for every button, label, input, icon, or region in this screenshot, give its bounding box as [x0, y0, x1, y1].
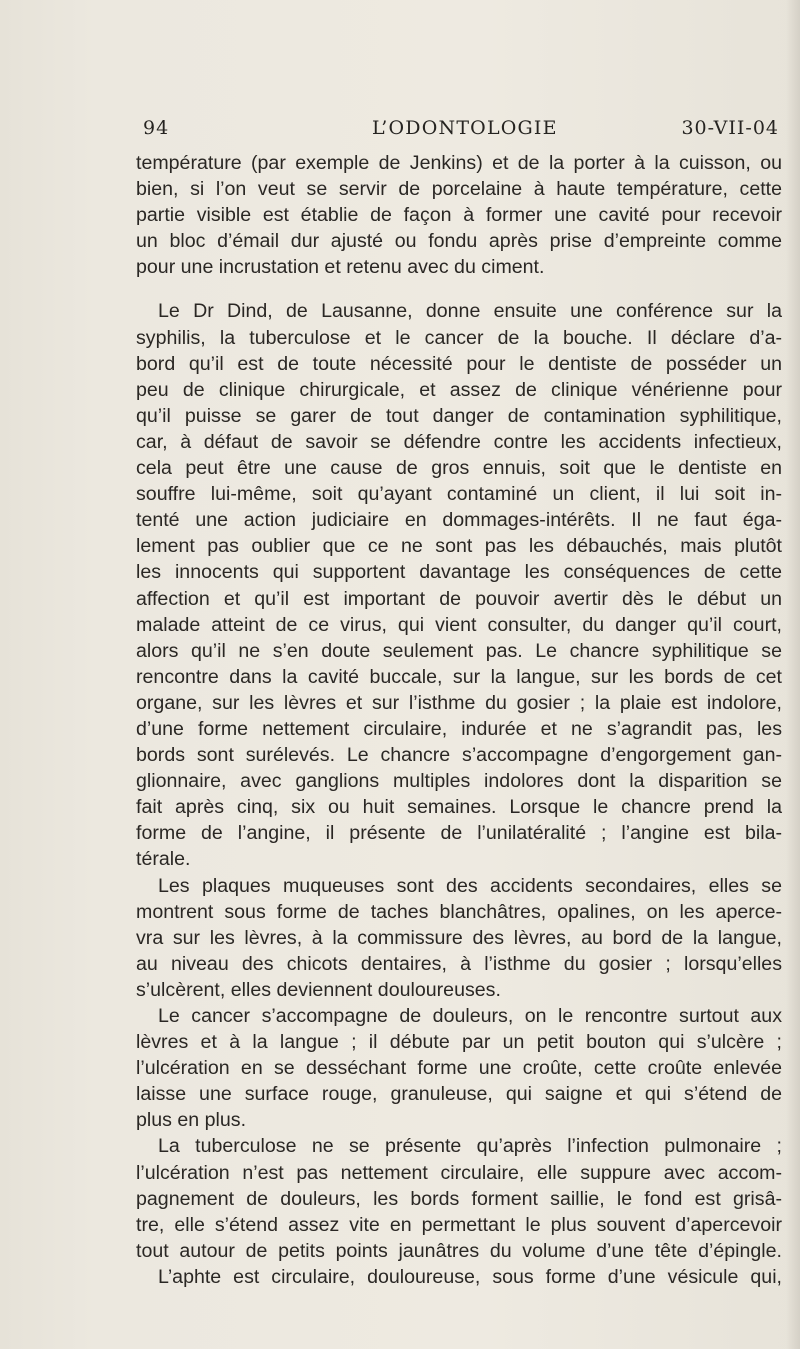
text-line: L’aphte est circulaire, douloureuse, sous forme d’une vésicule qui, [158, 1265, 782, 1288]
text-line: plus en plus. [136, 1109, 247, 1132]
paragraph [136, 1133, 782, 1263]
text-line: pagnement de douleurs, les bords forment saillie, le fond est grisâ- [136, 1187, 782, 1210]
text-line: car, à défaut de savoir se défendre contre les accidents infectieux, [136, 430, 782, 453]
text-line: forme de l’angine, il présente de l’unilatéralité ; l’angine est bila- [136, 822, 782, 845]
text-line: Les plaques muqueuses sont des accidents secondaires, elles se [158, 874, 782, 897]
page-number: 94 [143, 117, 170, 139]
text-line: d’une forme nettement circulaire, indurée et ne s’agrandit pas, les [136, 717, 782, 740]
text-line: souffre lui-même, soit qu’ayant contaminé un client, il lui soit in- [136, 483, 782, 506]
text-line: lèvres et à la langue ; il débute par un petit bouton qui s’ulcère ; [136, 1031, 782, 1054]
text-line: tout autour de petits points jaunâtres du volume d’une tête d’épingle. [136, 1239, 782, 1262]
text-line: glionnaire, avec ganglions multiples indolores dont la disparition se [136, 770, 782, 793]
journal-title: L’ODONTOLOGIE [372, 117, 558, 139]
paragraph [136, 1264, 782, 1290]
running-header [140, 114, 780, 142]
text-line: pour une incrustation et retenu avec du ciment. [136, 256, 545, 279]
text-line: au niveau des chicots dentaires, à l’isthme du gosier ; lorsqu’elles [136, 952, 782, 975]
text-line: cela peut être une cause de gros ennuis, soit que le dentiste en [136, 457, 782, 480]
text-line: Le Dr Dind, de Lausanne, donne ensuite une conférence sur la [158, 300, 782, 323]
text-line: syphilis, la tuberculose et le cancer de la bouche. Il déclare d’a- [136, 326, 782, 349]
text-line: alors qu’il ne s’en doute seulement pas. Le chancre syphilitique se [136, 639, 782, 662]
body-text [136, 150, 782, 1290]
text-line: Le cancer s’accompagne de douleurs, on le rencontre surtout aux [158, 1005, 782, 1027]
paragraph [136, 873, 782, 1003]
paragraph [136, 1003, 782, 1133]
text-line: l’ulcération n’est pas nettement circulaire, elle suppure avec accom- [136, 1161, 782, 1184]
text-line: affection et qu’il est important de pouvoir avertir dès le début un [136, 587, 782, 610]
text-line: bords sont surélevés. Le chancre s’accompagne d’engorgement gan- [136, 744, 782, 767]
text-line: organe, sur les lèvres et sur l’isthme du gosier ; la plaie est indolore, [136, 691, 782, 714]
text-line: un bloc d’émail dur ajusté ou fondu après prise d’empreinte comme [136, 230, 782, 253]
text-line: partie visible est établie de façon à former une cavité pour recevoir [136, 204, 782, 227]
text-line: les innocents qui supportent davantage les conséquences de cette [136, 561, 782, 584]
text-line: laisse une surface rouge, granuleuse, qui saigne et qui s’étend de [136, 1083, 782, 1106]
text-line: La tuberculose ne se présente qu’après l’infection pulmonaire ; [158, 1135, 782, 1158]
issue-date: 30-VII-04 [681, 117, 779, 139]
text-line: bien, si l’on veut se servir de porcelaine à haute température, cette [136, 178, 782, 201]
text-line: fait après cinq, six ou huit semaines. Lorsque le chancre prend la [136, 796, 782, 819]
text-line: malade atteint de ce virus, qui vient consulter, du danger qu’il court, [136, 613, 782, 636]
text-line: tre, elle s’étend assez vite en permettant le plus souvent d’apercevoir [136, 1213, 782, 1236]
text-line: peu de clinique chirurgicale, et assez de clinique vénérienne pour [136, 378, 782, 401]
paragraph [136, 150, 782, 280]
text-line: vra sur les lèvres, à la commissure des lèvres, au bord de la langue, [136, 926, 782, 949]
text-line: qu’il puisse se garer de tout danger de contamination syphilitique, [136, 404, 782, 427]
text-line: lement pas oublier que ce ne sont pas les débauchés, mais plutôt [136, 535, 782, 558]
text-line: s’ulcèrent, elles deviennent douloureuses. [136, 978, 501, 1001]
text-line: térale. [136, 848, 191, 871]
page-edge-shadow [786, 0, 800, 1349]
text-line: montrent sous forme de taches blanchâtres, opalines, on les aperce- [136, 900, 782, 923]
text-line: tenté une action judiciaire en dommages-intérêts. Il ne faut éga- [136, 509, 782, 532]
paragraph-gap [136, 280, 782, 298]
text-line: l’ulcération en se desséchant forme une croûte, cette croûte enlevée [136, 1057, 782, 1080]
text-line: rencontre dans la cavité buccale, sur la langue, sur les bords de cet [136, 665, 782, 688]
text-line: température (par exemple de Jenkins) et de la porter à la cuisson, ou [136, 152, 782, 174]
paragraph [136, 298, 782, 872]
text-line: bord qu’il est de toute nécessité pour le dentiste de posséder un [136, 352, 782, 375]
